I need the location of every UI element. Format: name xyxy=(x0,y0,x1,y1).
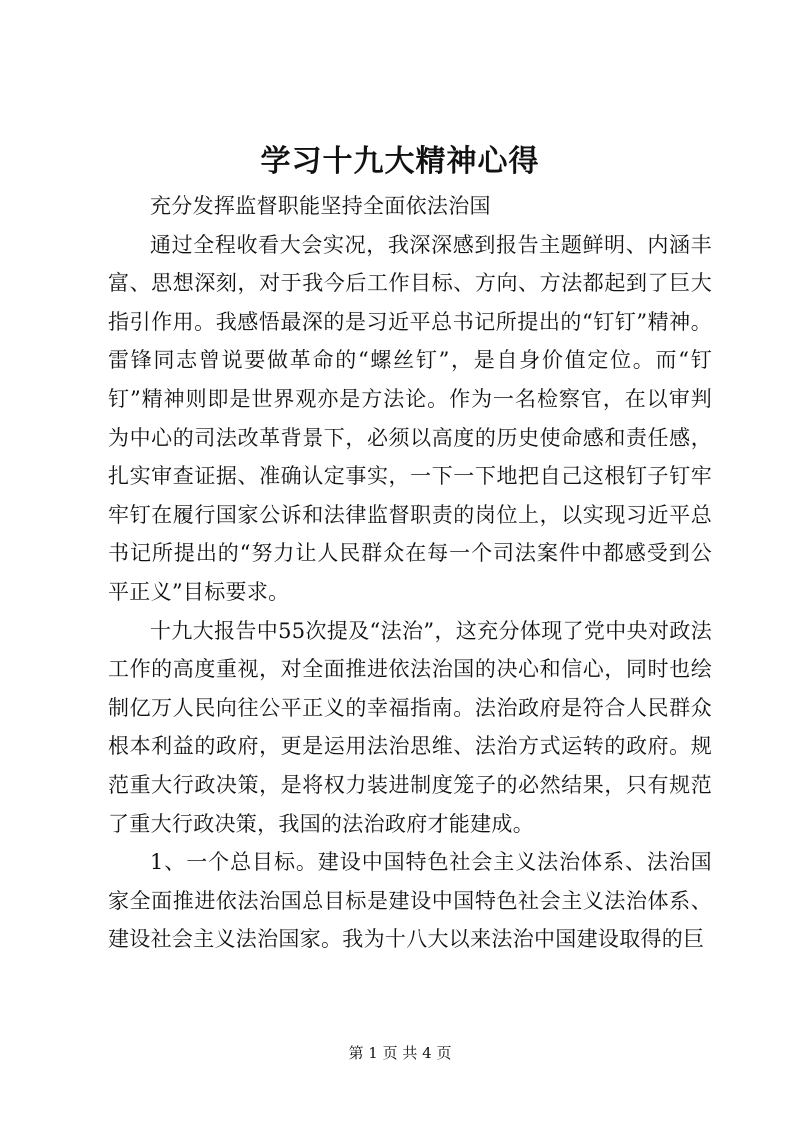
document-body xyxy=(108,187,712,959)
paragraph: 通过全程收看大会实况，我深深感到报告主题鲜明、内涵丰富、思想深刻，对于我今后工作目标、方向、方法都起到了巨大指引作用。我感悟最深的是习近平总书记所提出的“钉钉”精神。雷锋同志曾说要做革命的“螺丝钉”，是自身价值定位。而“钉钉”精神则即是世界观亦是方法论。作为一名检察官，在以审判为中心的司法改革背景下，必须以高度的历史使命感和责任感，扎实审查证据、准确认定事实，一下一下地把自己这根钉子钉牢牢钉在履行国家公诉和法律监督职责的岗位上，以实现习近平总书记所提出的“努力让人民群众在每一个司法案件中都感受到公平正义”目标要求。 xyxy=(108,232,712,604)
paragraph: 十九大报告中55次提及“法治”，这充分体现了党中央对政法工作的高度重视，对全面推进依法治国的决心和信心，同时也绘制亿万人民向往公平正义的幸福指南。法治政府是符合人民群众根本利益的政府，更是运用法治思维、法治方式运转的政府。规范重大行政决策，是将权力装进制度笼子的必然结果，只有规范了重大行政决策，我国的法治政府才能建成。 xyxy=(108,618,712,836)
document-title: 学习十九大精神心得 xyxy=(260,144,540,179)
document-subtitle: 充分发挥监督职能坚持全面依法治国 xyxy=(150,194,491,218)
page-footer: 第 1 页 共 4 页 xyxy=(348,1044,452,1062)
paragraph: 1、一个总目标。建设中国特色社会主义法治体系、法治国家全面推进依法治国总目标是建设中国特色社会主义法治体系、建设社会主义法治国家。我为十八大以来法治中国建设取得的巨 xyxy=(108,850,712,952)
